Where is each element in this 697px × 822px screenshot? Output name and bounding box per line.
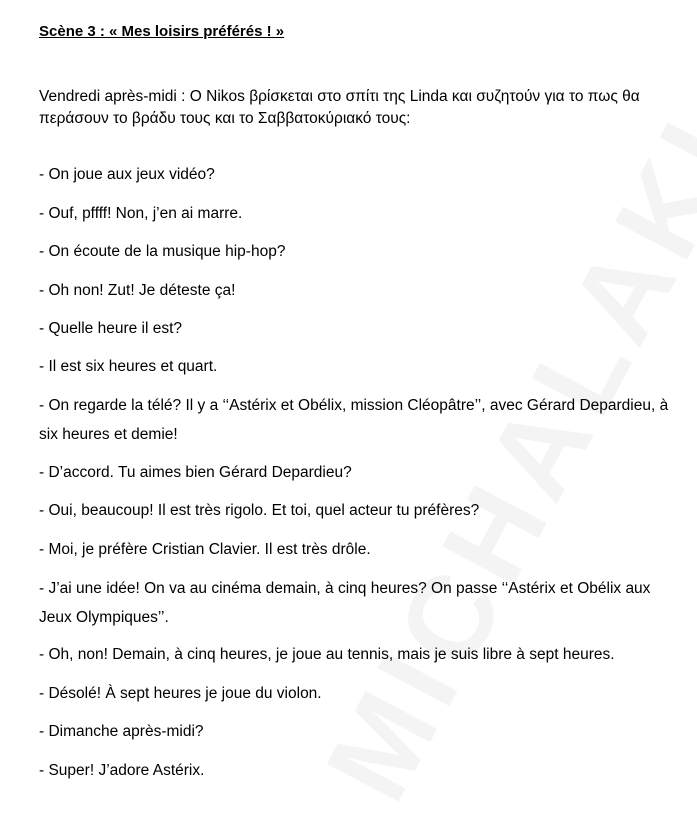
dialogue-line: - On joue aux jeux vidéo? bbox=[39, 166, 215, 183]
scene-title: Scène 3 : « Mes loisirs préférés ! » bbox=[39, 23, 285, 40]
watermark bbox=[299, 94, 697, 822]
dialogue-line: - Oh, non! Demain, à cinq heures, je joue au tennis, mais je suis libre à sept heures. bbox=[39, 646, 615, 663]
dialogue-line: - Quelle heure il est? bbox=[39, 320, 183, 337]
dialogue-line: - Désolé! À sept heures je joue du violon. bbox=[39, 685, 322, 702]
dialogue-line: - Dimanche après-midi? bbox=[39, 723, 204, 740]
dialogue-line: - Oui, beaucoup! Il est très rigolo. Et toi, quel acteur tu préfères? bbox=[39, 502, 480, 519]
dialogue-line: - On écoute de la musique hip-hop? bbox=[39, 243, 286, 260]
dialogue-line: - Ouf, pffff! Non, j’en ai marre. bbox=[39, 205, 243, 222]
dialogue-line: - On regarde la télé? Il y a ‘‘Astérix et Obélix, mission Cléopâtre’’, avec Gérard Depardieu, à six heures et demie! bbox=[39, 397, 669, 443]
dialogue-line: - Oh non! Zut! Je déteste ça! bbox=[39, 282, 236, 299]
dialogue-line: - Moi, je préfère Cristian Clavier. Il est très drôle. bbox=[39, 541, 371, 558]
dialogue-line: - D’accord. Tu aimes bien Gérard Depardieu? bbox=[39, 464, 352, 481]
dialogue-line: - Super! J’adore Astérix. bbox=[39, 762, 205, 779]
dialogue-line: - Il est six heures et quart. bbox=[39, 358, 218, 375]
intro-paragraph: Vendredi après-midi : O Nikos βρίσκεται στο σπίτι της Linda και συζητούν για το πως θα περάσουν το βράδυ τους και το Σαββατοκύριακό τους: bbox=[39, 88, 640, 127]
dialogue-line: - J’ai une idée! On va au cinéma demain, à cinq heures? On passe ‘‘Astérix et Obélix aux Jeux Olympiques’’. bbox=[39, 580, 651, 626]
